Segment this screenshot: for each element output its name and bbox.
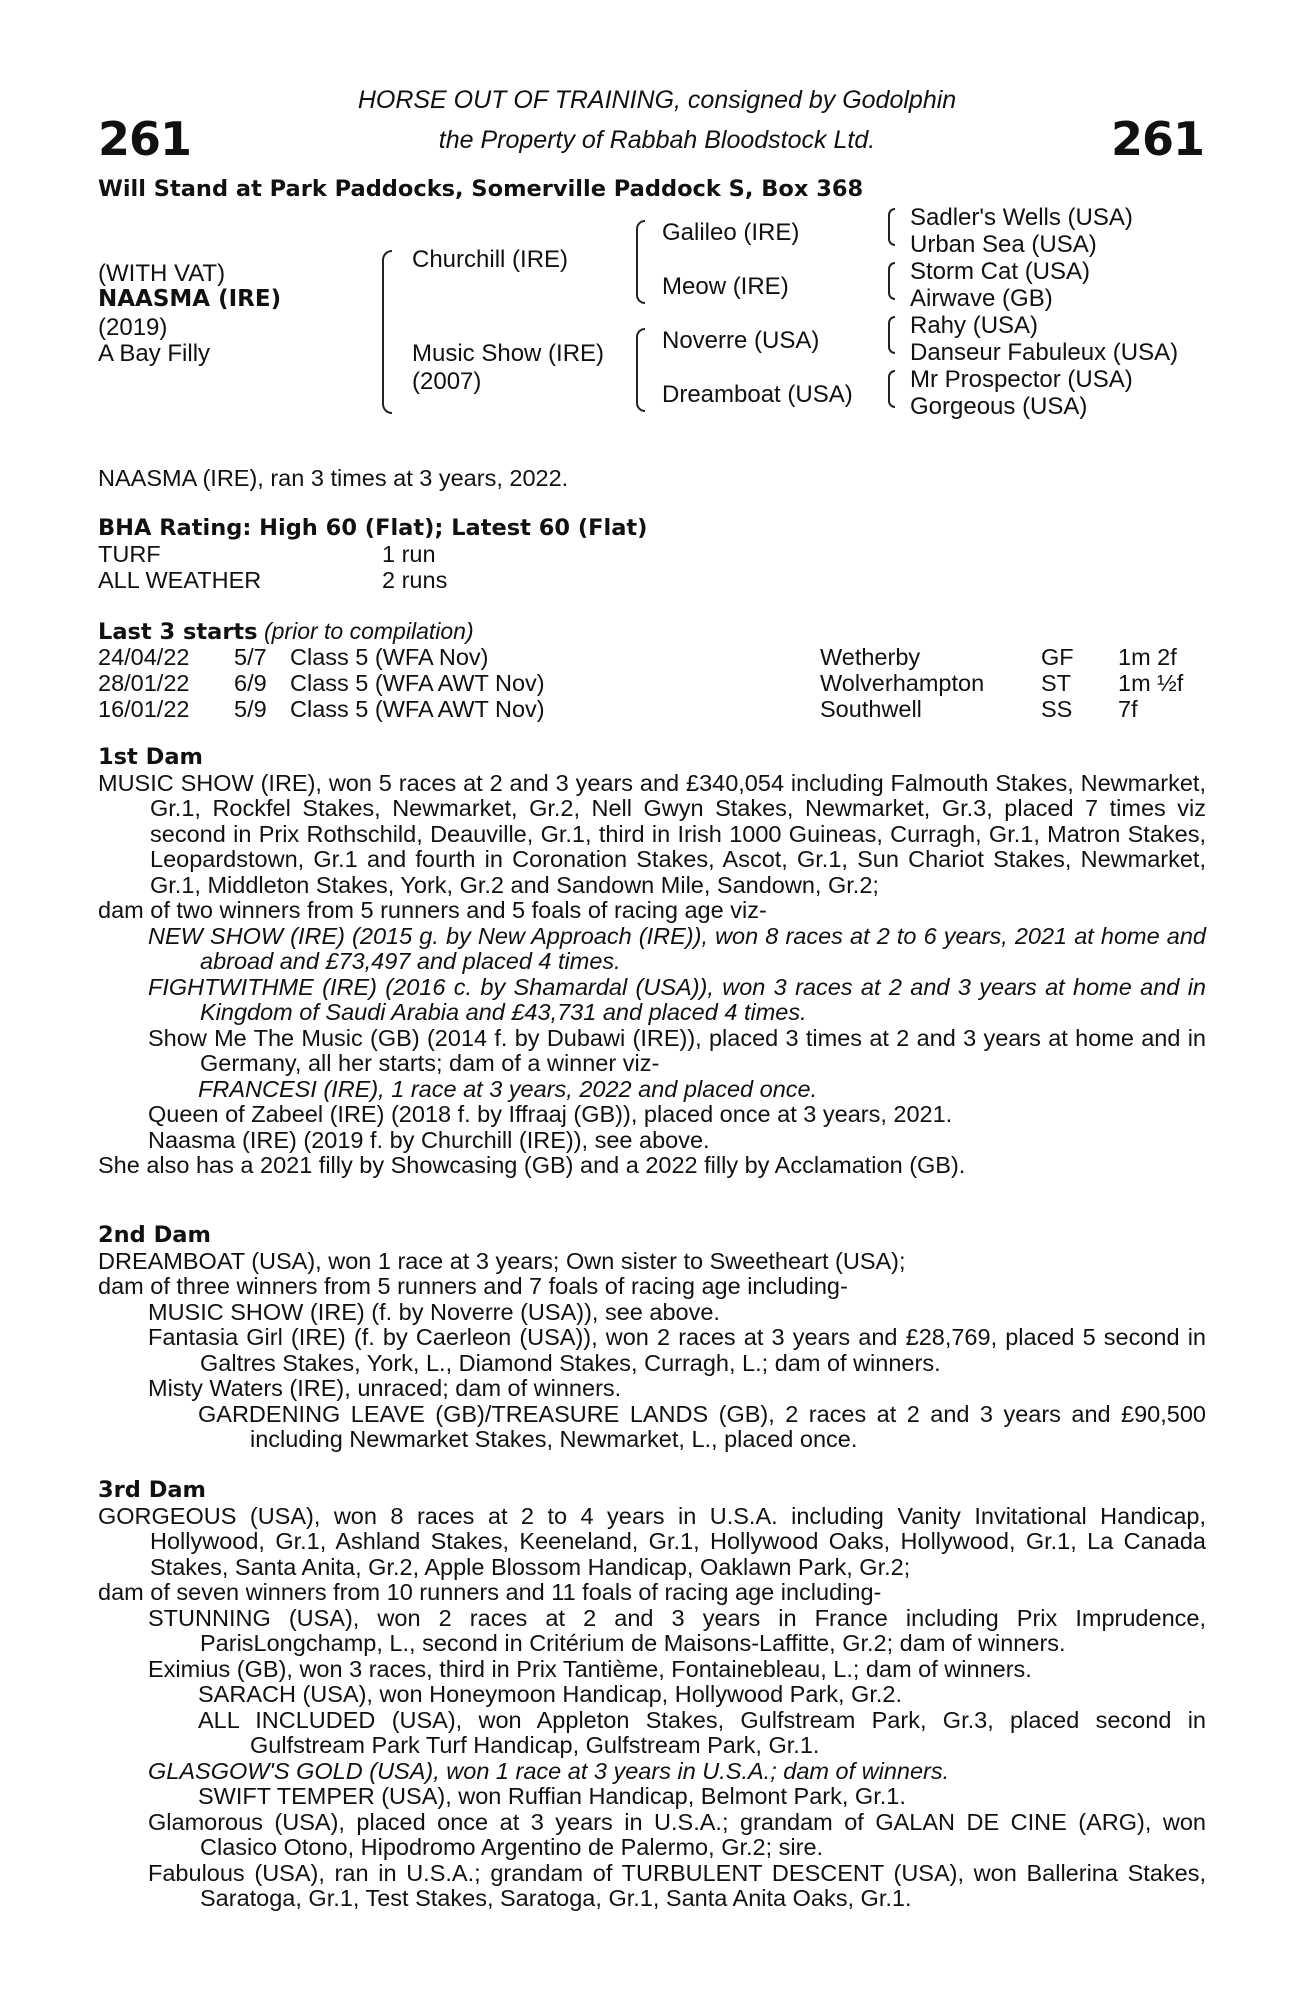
lot-number-left: 261 [98, 112, 192, 166]
third-dam-record: GORGEOUS (USA), won 8 races at 2 to 4 years in U.S.A. including Vanity Invitational Handicap, Hollywood, Gr.1, Ashland Stakes, Keeneland, Gr.1, Hollywood Oaks, Hollywood, Gr.1, La Canada Stakes, Santa Anita, Gr.2, Apple Blossom Handicap, Oaklawn Park, Gr.2; [98, 1502, 1206, 1580]
pedigree-g2: Urban Sea (USA) [910, 231, 1097, 258]
produce-entry: GLASGOW'S GOLD (USA), won 1 race at 3 years in U.S.A.; dam of winners. [148, 1757, 950, 1784]
last-starts-note: (prior to compilation) [263, 618, 474, 644]
produce-entry: Fantasia Girl (IRE) (f. by Caerleon (USA)), won 2 races at 3 years and £28,769, placed 5 second in Galtres Stakes, York, L., Diamond Stakes, Curragh, L.; dam of winners. [148, 1324, 1206, 1376]
horse-year: (2019) [98, 314, 168, 341]
start-distance: 1m 2f [1118, 644, 1177, 670]
pedigree-g7: Mr Prospector (USA) [910, 366, 1133, 393]
produce-entry: ALL INCLUDED (USA), won Appleton Stakes, Gulfstream Park, Gr.3, placed second in Gulfstream Park Turf Handicap, Gulfstream Park, Gr.1. [198, 1706, 1206, 1758]
pedigree-brace-dam [636, 328, 645, 412]
rating-heading: BHA Rating: High 60 (Flat); Latest 60 (Flat) [98, 515, 648, 541]
start-going: GF [1041, 644, 1074, 670]
produce-entry: GARDENING LEAVE (GB)/TREASURE LANDS (GB), 2 races at 2 and 3 years and £90,500 including Newmarket Stakes, Newmarket, L., placed once. [198, 1400, 1206, 1452]
pedigree-g5: Rahy (USA) [910, 312, 1039, 339]
first-dam-heading: 1st Dam [98, 744, 203, 770]
pedigree-dam: Music Show (IRE) [412, 340, 605, 367]
produce-entry: MUSIC SHOW (IRE) (f. by Noverre (USA)), see above. [148, 1298, 720, 1325]
second-dam-section [98, 1223, 1206, 1453]
produce-entry: Fabulous (USA), ran in U.S.A.; grandam of TURBULENT DESCENT (USA), won Ballerina Stakes, Saratoga, Gr.1, Test Stakes, Saratoga, Gr.1, Santa Anita Oaks, Gr.1. [148, 1859, 1206, 1911]
race-summary: NAASMA (IRE), ran 3 times at 3 years, 2022. [98, 465, 569, 491]
pedigree-brace-main [382, 250, 392, 414]
pedigree-g6: Danseur Fabuleux (USA) [910, 339, 1179, 366]
first-dam-record: MUSIC SHOW (IRE), won 5 races at 2 and 3 years and £340,054 including Falmouth Stakes, Newmarket, Gr.1, Rockfel Stakes, Newmarket, Gr.2, Nell Gwyn Stakes, Newmarket, Gr.3, placed 7 times viz second in Prix Rothschild, Deauville, Gr.1, third in Irish 1000 Guineas, Curragh, Gr.1, Matron Stakes, Leopardstown, Gr.1 and fourth in Coronation Stakes, Ascot, Gr.1, Sun Chariot Stakes, Newmarket, Gr.1, Middleton Stakes, York, Gr.2 and Sandown Mile, Sandown, Gr.2; [98, 769, 1206, 898]
second-dam-produce-intro: dam of three winners from 5 runners and 7 foals of racing age including- [98, 1273, 848, 1299]
start-course: Wolverhampton [820, 670, 985, 696]
third-dam-section [98, 1478, 1206, 1912]
pedigree-dam-dam: Dreamboat (USA) [662, 381, 853, 408]
header-line-1: HORSE OUT OF TRAINING, consigned by Godolphin [357, 86, 957, 114]
produce-entry: Show Me The Music (GB) (2014 f. by Dubawi (IRE)), placed 3 times at 2 and 3 years at home and in Germany, all her starts; dam of a winner viz- [148, 1024, 1206, 1076]
produce-entry: SARACH (USA), won Honeymoon Handicap, Hollywood Park, Gr.2. [198, 1681, 902, 1707]
produce-entry: Misty Waters (IRE), unraced; dam of winners. [148, 1375, 622, 1401]
pedigree-sire: Churchill (IRE) [412, 246, 569, 273]
start-race: Class 5 (WFA AWT Nov) [290, 696, 545, 722]
pedigree-brace-sire [636, 220, 645, 304]
start-distance: 7f [1118, 696, 1138, 722]
horse-description: A Bay Filly [98, 340, 211, 367]
pedigree-dam-year: (2007) [412, 368, 482, 395]
start-date: 24/04/22 [98, 644, 190, 670]
start-date: 16/01/22 [98, 696, 190, 722]
produce-entry: Eximius (GB), won 3 races, third in Prix Tantième, Fontainebleau, L.; dam of winners. [148, 1655, 1032, 1682]
second-dam-record: DREAMBOAT (USA), won 1 race at 3 years; Own sister to Sweetheart (USA); [98, 1247, 906, 1274]
produce-entry: Glamorous (USA), placed once at 3 years in U.S.A.; grandam of GALAN DE CINE (ARG), won Clasico Otono, Hipodromo Argentino de Palermo, Gr.2; sire. [148, 1808, 1206, 1860]
start-date: 28/01/22 [98, 670, 190, 696]
produce-entry: FIGHTWITHME (IRE) (2016 c. by Shamardal (USA)), won 3 races at 2 and 3 years at home and in Kingdom of Saudi Arabia and £43,731 and placed 4 times. [148, 973, 1206, 1025]
start-race: Class 5 (WFA Nov) [290, 644, 489, 670]
start-course: Southwell [820, 696, 922, 722]
pedigree-dam-sire: Noverre (USA) [662, 327, 820, 354]
header-line-2: the Property of Rabbah Bloodstock Ltd. [438, 126, 876, 154]
last-starts-heading [98, 618, 474, 645]
third-dam-heading: 3rd Dam [98, 1477, 206, 1503]
horse-name: NAASMA (IRE) [98, 286, 282, 312]
start-row [98, 696, 1218, 722]
pedigree-sire-dam: Meow (IRE) [662, 273, 789, 300]
first-dam-foals-note: She also has a 2021 filly by Showcasing (GB) and a 2022 filly by Acclamation (GB). [98, 1152, 966, 1178]
produce-entry: STUNNING (USA), won 2 races at 2 and 3 years in France including Prix Imprudence, ParisLongchamp, L., second in Critérium de Maisons-Laffitte, Gr.2; dam of winners. [148, 1604, 1206, 1656]
turf-label: TURF [98, 541, 161, 567]
third-dam-produce-intro: dam of seven winners from 10 runners and 11 foals of racing age including- [98, 1579, 882, 1605]
produce-entry: FRANCESI (IRE), 1 race at 3 years, 2022 and placed once. [198, 1075, 818, 1102]
first-dam-section [98, 745, 1206, 1179]
start-going: ST [1041, 670, 1072, 696]
produce-entry: SWIFT TEMPER (USA), won Ruffian Handicap, Belmont Park, Gr.1. [198, 1783, 906, 1809]
stand-line: Will Stand at Park Paddocks, Somerville Paddock S, Box 368 [98, 176, 864, 202]
turf-value: 1 run [382, 541, 436, 567]
pedigree-brace-g78 [888, 370, 895, 408]
start-position: 6/9 [234, 670, 267, 696]
pedigree-brace-g56 [888, 316, 895, 354]
pedigree-g1: Sadler's Wells (USA) [910, 204, 1133, 231]
pedigree-g4: Airwave (GB) [910, 285, 1053, 312]
start-race: Class 5 (WFA AWT Nov) [290, 670, 545, 696]
start-row [98, 644, 1218, 670]
produce-entry: NEW SHOW (IRE) (2015 g. by New Approach (IRE)), won 8 races at 2 to 6 years, 2021 at home and abroad and £73,497 and placed 4 times. [148, 922, 1206, 974]
start-row [98, 670, 1218, 696]
start-going: SS [1041, 696, 1073, 722]
vat-label: (WITH VAT) [98, 260, 226, 287]
pedigree-g8: Gorgeous (USA) [910, 393, 1088, 420]
pedigree-brace-g12 [888, 208, 895, 246]
second-dam-heading: 2nd Dam [98, 1222, 211, 1248]
produce-entry: Queen of Zabeel (IRE) (2018 f. by Iffraaj (GB)), placed once at 3 years, 2021. [148, 1101, 953, 1127]
start-course: Wetherby [820, 644, 921, 670]
pedigree-brace-g34 [888, 262, 895, 300]
pedigree-g3: Storm Cat (USA) [910, 258, 1091, 285]
start-position: 5/9 [234, 696, 267, 722]
aw-value: 2 runs [382, 567, 448, 593]
last-starts-title: Last 3 starts [98, 619, 258, 645]
aw-label: ALL WEATHER [98, 567, 262, 593]
start-distance: 1m ½f [1118, 670, 1184, 696]
lot-number-right: 261 [1110, 112, 1204, 166]
first-dam-produce-intro: dam of two winners from 5 runners and 5 foals of racing age viz- [98, 897, 767, 923]
produce-entry: Naasma (IRE) (2019 f. by Churchill (IRE)), see above. [148, 1126, 710, 1153]
pedigree-sire-sire: Galileo (IRE) [662, 219, 800, 246]
start-position: 5/7 [234, 644, 267, 670]
